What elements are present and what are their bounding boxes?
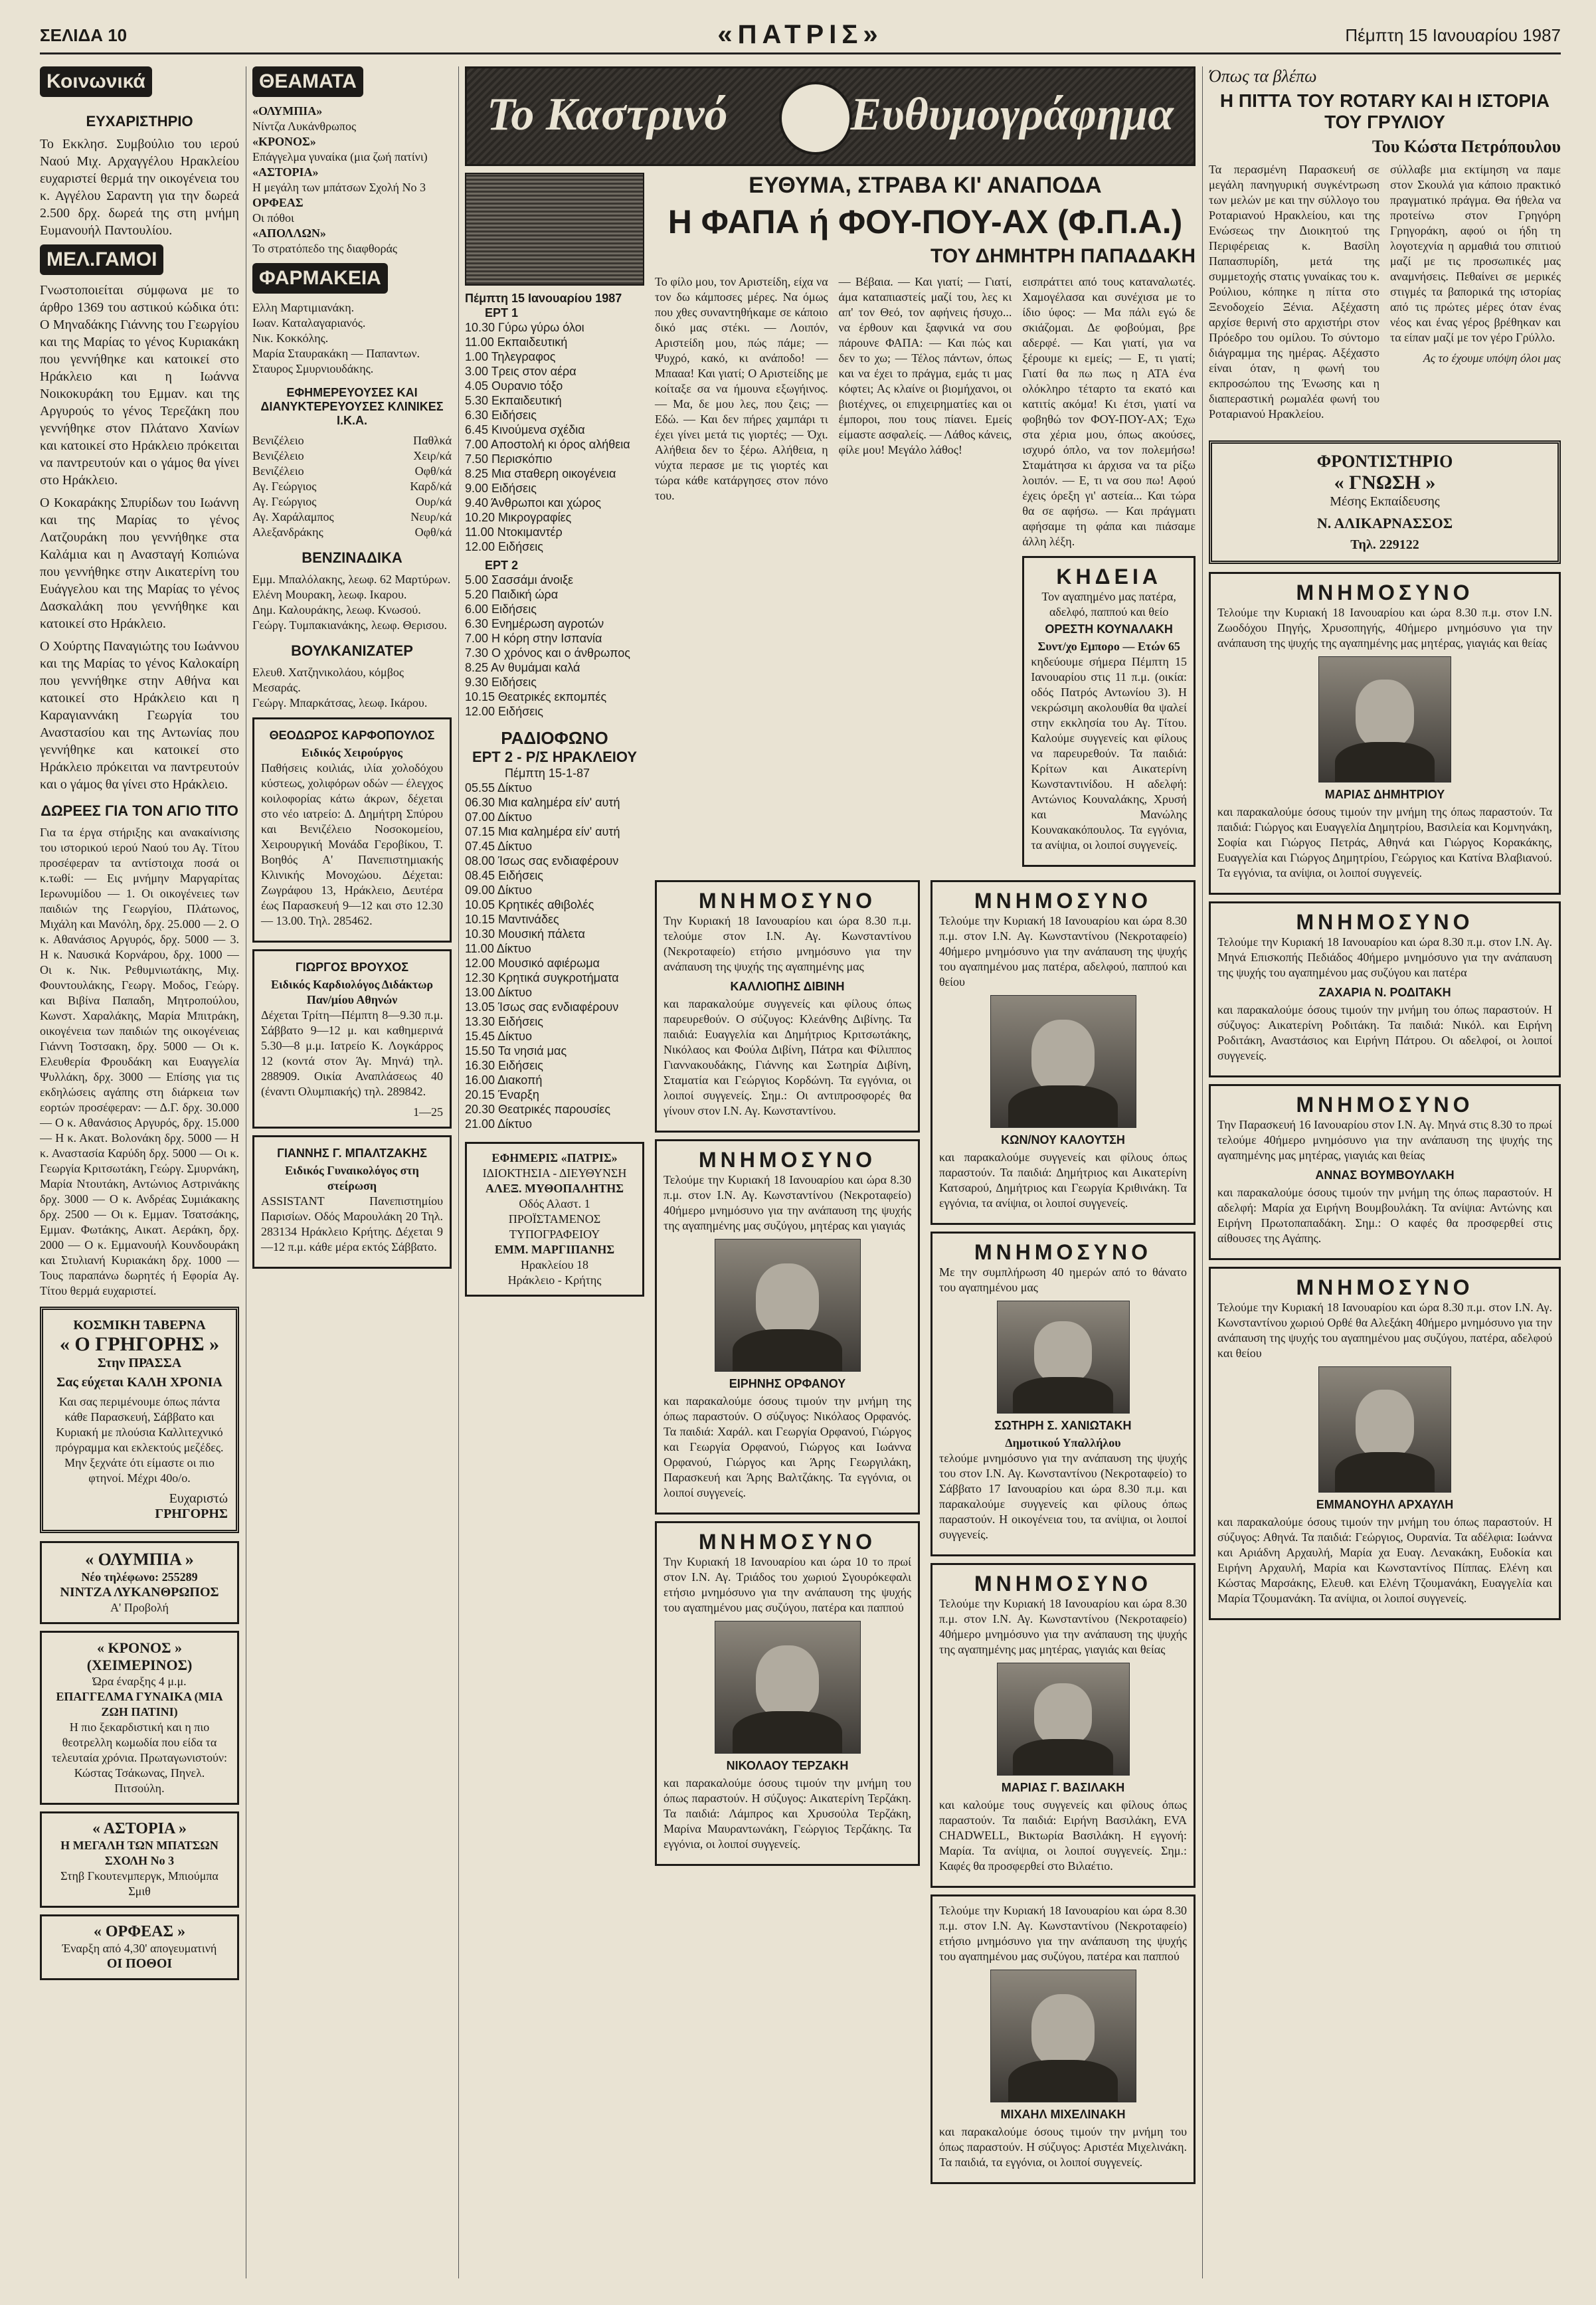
doctor-ad xyxy=(252,717,452,943)
doctor-specialty: Ειδικός Γυναικολόγος στη στείρωση xyxy=(285,1164,419,1192)
memorial-role: Δημοτικού Υπαλλήλου xyxy=(1005,1436,1121,1449)
opinion-kicker: Όπως τα βλέπω xyxy=(1209,66,1317,86)
doctor-text: Παθήσεις κοιλιάς, ιλία χολοδόχου κύστεως, χολιφόρων οδών — έλεγχος κοιλοφορίας κάτω άκρων, δέχεται στο νέο ιατρείο: Δ. Δημήτρη Σπύρου και Βενιζέλειο Νοσοκομείου, Χειρουργική Μονάδα Γεροβίκου, Τ. Βοηθός Α' Πανεπιστημιακής Κλινικής Μονοχώου. Δέχεται: Ζωγράφου 13, Ηράκλειο, Δευτέρα έως Παρασκευή 9—12 και στο 12.30 — 13.00. Τηλ. 285462. xyxy=(261,761,443,927)
doctor-name: ΓΙΑΝΝΗΣ Γ. ΜΠΑΛΤΖΑΚΗΣ xyxy=(277,1147,427,1160)
marriage-notice: Γνωστοποιείται σύμφωνα με το άρθρο 1369 του αστικού κώδικα ότι: Ο Μηναδάκης Γιάννης του Γεωργίου και της Μαρίας το γένος Κυριακάκη που γεννήθηκε και κατοικεί στο Ηράκλειο και η Ιωάννα Νοικοκυράκη του Εμμαν. και της Αργυρούς το γένος Τερεζάκη που γεννήθηκε στον Πλάτανο Χανίων και κατοικεί στο Ηράκλειο πρόκειται να παντρευτούν και ο γάμος θα γίνει στο Ηράκλειο. xyxy=(40,283,239,488)
cinema-listing-name: «ΑΠΟΛΛΩΝ» xyxy=(252,227,326,240)
donations-text: Για τα έργα στήριξης και ανακαίνισης του ιστορικού ιερού Ναού του Αγ. Τίτου προσέφεραν τα αντίστοιχα ποσά οι κ.τωθί: — Εις μνήμην Μαργαρίτας Ιερωνυμίδου — 1. Οι οικογένειες των παιδιών της Γεωργίου, Πλάτωνος, Μιχάλη και Μανόλη, δρχ. 25.000 — 2. Ο κ. Αθανάσιος Αργυρός, δρχ. 5000 — 3. Η κ. Ναυσικά Κορνάρου, δρχ. 1000 — Οι κ. Νικ. Ρεθυμνιωτάκης, Μιχ. Φουντουλάκης, Γεωργ. Μοδος, Γεώργ. και Βιβίνα Παπαδη, Μητροπούλου, Κωνστ. Χαραλάκης, Μαρία Μπιτράκη, οικογένεια των παιδιών της οικογένειας Γιάννη Τοστσακη, δρχ. 5000 — Οι κ. Ελευθερία Φρουδάκη και Ευαγγελία Ψυλλάκη, δρχ. 3000 — Επίσης για τις εκδηλώσεις αγάπης στη διάρκεια των εορτών προσέφεραν: — Δ.Γ. δρχ. 30.000 — Ο κ. Αθανάσιος Αργυρός, δρχ. 15.000 — Η κ. Ακατ. Βολονάκη δρχ. 5000 — Η κ. Αναστασία Καρύδη δρχ. 5000 — Οι κ. Γεωργία Κριτσωτάκη, Γεώργ. Σμυρνάκη, Μαρία Ντουτάκη, Αντώνιος Αστρινάκης δρχ. 3000 — Ο κ. Ανδρέας Συμιάκακης δρχ. 2500 — Οι κ. Εμμαν. Τσατσάκης, Εμμαν. Φωτάκης, Αικατ. Αεράκη, δρχ. 2000 — Ο κ. Εμμανουήλ Κουνδουράκη και Στυλιανή Κυριακάκη δρχ. 1000 — Τους παραπάνω δωρητές ή Εφορία Αγ. Τίτου θερμά ευχαριστεί. xyxy=(40,826,239,1297)
radio-program: 08.45 Ειδήσεις xyxy=(465,869,543,882)
tv-ert1: ΕΡΤ 1 xyxy=(485,306,519,320)
tv-program: 8.25 Αν θυμάμαι καλά xyxy=(465,661,580,674)
feature-banner xyxy=(465,66,1196,166)
memorial-after: και παρακαλούμε όσους τιμούν την μνήμη της όπως παραστούν. Η αδελφή: Μαρία χα Ειρήνη Βουμβουλάκη. Τα ανίψια: Αντώνης και Ειρήνη Πρωτοπαπαδάκη. Σημ.: Ο καφές θα προσφερθεί στις αίθουσες της Αγάπης. xyxy=(1217,1186,1552,1245)
memorial-notice xyxy=(931,1232,1196,1556)
funeral-notice xyxy=(1022,556,1196,867)
clinics-title: ΕΦΗΜΕΡΕΥΟΥΣΕΣ ΚΑΙ ΔΙΑΝΥΚΤΕΡΕΥΟΥΣΕΣ ΚΛΙΝΙΚΕΣ Ι.Κ.Α. xyxy=(260,386,444,427)
taverna-owner: ΓΡΗΓΟΡΗΣ xyxy=(155,1507,228,1521)
vulcanizer-item: Γεώργ. Μπαρκάτσας, λεωφ. Ικάρου. xyxy=(252,696,428,709)
vulcanizer-item: Ελευθ. Χατζηνικολάου, κόμβος Μεσαράς. xyxy=(252,666,404,694)
memorial-name: ΚΩΝ/ΝΟΥ ΚΑΛΟΥΤΣΗ xyxy=(1001,1133,1125,1147)
portrait-face xyxy=(1034,1321,1092,1382)
tv-program: 5.20 Παιδική ώρα xyxy=(465,588,559,601)
cinema-listing-name: ΟΡΦΕΑΣ xyxy=(252,196,304,209)
memorial-after: και παρακαλούμε όσους τιμούν την μνήμη της όπως παραστούν. Τα παιδιά: Γιώργος και Ευαγγελία Δημητρίου, Βασιλεία και Κομνηνάκη, Σοφία και Γιώργος Πετράς, Αθηνά και Γιώργος Κορακάκης, Ευαγγελία και Γιώργος Δημητρίου, Γεώργιος και Κατίνα Βλαβιανού. Τα εγγόνια, τα ανίψια, οι λοιποί συγγενείς. xyxy=(1217,805,1552,879)
radio-program: 05.55 Δίκτυο xyxy=(465,781,533,794)
column-listings xyxy=(252,66,452,2278)
tutoring-ad xyxy=(1209,440,1561,564)
clinic-row xyxy=(252,494,452,509)
memorial-title: ΜΝΗΜΟΣΥΝΟ xyxy=(974,1572,1152,1596)
memorial-notice xyxy=(655,1139,920,1515)
running-header xyxy=(40,20,1561,54)
taverna-place: Στην ΠΡΑΣΣΑ xyxy=(97,1356,182,1370)
radio-program: 20.30 Θεατρικές παρουσίες xyxy=(465,1103,610,1116)
tv-program: 12.00 Ειδήσεις xyxy=(465,705,543,718)
memorial-name: ΕΙΡΗΝΗΣ ΟΡΦΑΝΟΥ xyxy=(729,1377,846,1390)
portrait-face xyxy=(1031,1020,1095,1092)
column-social xyxy=(40,66,239,2278)
imprint-title: ΕΦΗΜΕΡΙΣ «ΠΑΤΡΙΣ» xyxy=(491,1151,618,1164)
tv-program: 9.00 Ειδήσεις xyxy=(465,482,537,495)
cinema-name: « ΟΛΥΜΠΙΑ » xyxy=(85,1550,194,1569)
opinion-text: Τα περασμένη Παρασκευή σε μεγάλη πανηγυρική συγκέντρωση των μελών με και την σύλλογο του Ροταριανού Ηρακλείου, και της Ενώσεως την Διοικητού της Περιφέρειας κ. Βασίλη Παπασπυρίδη, μετά της συμμετοχής στατις γυναίκας του κ. Ρούλιου, κόπηκε η πίττα στο Ξενοδοχείο Ξένια. Αξέχαστη αρχίσε θερινή στο αρχιστήρι στον Πρόεδρο του ομίλου. Το σύντομο διάγραμμα της ημέρας. Αξέχαστο είναι όταν, η φωνή του εκπροσώπου της Ένωσης και η διαπεραστική ρωμαλέα φωνή του Ροταριανού Ηρακλείου. xyxy=(1209,163,1379,420)
memorial-notice xyxy=(931,1563,1196,1888)
section-heading-gamoi: ΜΕΛ.ΓΑΜΟΙ xyxy=(40,244,163,275)
fuel-station: Γεώργ. Τυμπακιανάκης, λεωφ. Θερισου. xyxy=(252,618,448,632)
cinema-phone: Ώρα έναρξης 4 μ.μ. xyxy=(92,1675,187,1688)
pharmacy-item: Ιωαν. Καταλαγαριανός. xyxy=(252,316,366,329)
tv-program: 10.15 Θεατρικές εκπομπές xyxy=(465,690,607,703)
cinema-film: ΟΙ ΠΟΘΟΙ xyxy=(106,1956,173,1971)
banner-logo-icon xyxy=(779,82,852,155)
memorial-title: ΜΝΗΜΟΣΥΝΟ xyxy=(1296,910,1474,934)
memorial-after: και παρακαλούμε όσους τιμούν την μνήμη του όπως παραστούν. Η σύζυγος: Αθηνά. Τα παιδιά: Γεώργιος, Ουρανία. Τα αδέλφια: Ιωάννα και Αριάδνη Αρχαυλή, Μαρία χα Ευαγ. Λενακάκη, Ευδοκία και Ειρήνη Αρχαυλή, Μαρία και Κωνσταντίνος Πίππας. Ελένη και Κώστας Μαρσάκης, Ελευθ. και Ελένη Τζουμανάκη, Ευαγγελία και Μαρία Τζουμανάκη. Τα ανίψια, οι λοιποί συγγενείς. xyxy=(1217,1515,1552,1605)
memorial-grid xyxy=(655,874,1196,2191)
tutoring-phone: Τηλ. 229122 xyxy=(1350,537,1419,552)
opinion-title: Η ΠΙΤΤΑ ΤΟΥ ROTARY ΚΑΙ Η ΙΣΤΟΡΙΑ ΤΟΥ ΓΡΥΛΙΟΥ xyxy=(1219,90,1550,132)
doctor-ad xyxy=(252,949,452,1129)
radio-program: 13.30 Ειδήσεις xyxy=(465,1015,543,1028)
opinion-sign: Ας το έχουμε υπόψη όλοι μας xyxy=(1423,351,1561,365)
fuel-station: Δημ. Καλουράκης, λεωφ. Κνωσού. xyxy=(252,603,421,616)
memorial-name: ΣΩΤΗΡΗ Σ. ΧΑΝΙΩΤΑΚΗ xyxy=(994,1419,1132,1432)
radio-program: 08.00 Ίσως σας ενδιαφέρουν xyxy=(465,854,619,868)
memorial-title: ΜΝΗΜΟΣΥΝΟ xyxy=(1296,581,1474,604)
radio-program: 09.00 Δίκτυο xyxy=(465,883,533,897)
radio-program: 15.45 Δίκτυο xyxy=(465,1030,533,1043)
tv-program: 7.50 Περισκόπιο xyxy=(465,452,553,466)
tv-program: 3.00 Τρεις στον αέρα xyxy=(465,365,576,378)
radio-program: 13.05 Ίσως σας ενδιαφέρουν xyxy=(465,1000,619,1014)
memorial-text: Τελούμε την Κυριακή 18 Ιανουαρίου και ώρα 8.30 π.μ. στον Ι.Ν. Αγ. Κωνσταντίνου (Νεκροταφείο) 40ήμερο μνημόσυνο για την ανάπαυση της ψυχής της αγαπημένης μας μητέρας, γιαγιάς και θείας xyxy=(939,1597,1187,1656)
pharmacy-item: Ελλη Μαρτιμιανάκη. xyxy=(252,301,355,314)
taverna-name: « Ο ΓΡΗΓΟΡΗΣ » xyxy=(59,1333,220,1355)
vulcanizer-title: ΒΟΥΛΚΑΝΙΖΑΤΕΡ xyxy=(291,642,413,659)
tv-program: 12.00 Ειδήσεις xyxy=(465,540,543,553)
clinic-name: Αγ. Γεώργιος xyxy=(252,495,317,508)
clinic-specialty: Χειρ/κά xyxy=(413,449,452,462)
section-heading-theamata: ΘΕΑΜΑΤΑ xyxy=(252,66,363,97)
radio-date: Πέμπτη 15-1-87 xyxy=(505,767,590,780)
tv-program: 5.30 Εκπαιδευτική xyxy=(465,394,562,407)
story-subhead: ΕΥΘΥΜΑ, ΣΤΡΑΒΑ ΚΙ' ΑΝΑΠΟΔΑ xyxy=(749,173,1102,198)
clinic-row xyxy=(252,433,452,448)
clinic-row xyxy=(252,479,452,494)
portrait-body xyxy=(733,1329,843,1372)
portrait-photo xyxy=(997,1301,1130,1414)
portrait-photo xyxy=(715,1621,861,1754)
memorial-notice xyxy=(655,880,920,1133)
story-text: — Βέβαια. — Και γιατί; — Γιατί, άμα καταπιαστείς μαζί του, λες κι απ' τον Θεό, τον αφήνεις ήσυχο... να έρθουν και ξαφνικά να σου πάρουνε ΦΑΠΑ: — Και πώς και δεν το χω; — Τέλος πάντων, όπως και να έχει το πράγμα, εμάς τι μας κόφτει; Ας κλαίνε οι βιομήχανοι, οι βιοτέχνες, οι επιχειρηματίες και οι έμποροι, που τους πίανει. Εμείς είμαστε ασφαλείς. — Λάθος κάνεις, φίλε μου! Μεγάλο λάθος! xyxy=(838,275,1012,456)
memorial-title: ΜΝΗΜΟΣΥΝΟ xyxy=(699,1530,876,1554)
portrait-photo xyxy=(990,1970,1136,2102)
cinema-ad-olympia xyxy=(40,1541,239,1624)
pharmacy-item: Μαρία Σταυρακάκη — Παπαντων. Σταυρος Σμυρνιουδάκης. xyxy=(252,347,420,375)
clinic-name: Αγ. Χαράλαμπος xyxy=(252,510,334,523)
tv-illustration xyxy=(465,173,644,286)
column-rule xyxy=(458,66,459,2278)
doctor-text: Δέχεται Τρίτη—Πέμπτη 8—9.30 π.μ. Σάββατο 9—12 μ. και καθημερινά 5.30—8 μ.μ. Ιατρείο Κ. Λογκάρρος 12 (κοντά στον Άγ. Μηνά) τηλ. 288909. Οικία Αναπλάσεως 40 (έναντι Ολυμπιακής) τηλ. 289842. xyxy=(261,1008,443,1098)
taverna-wish: Σας εύχεται ΚΑΛΗ ΧΡΟΝΙΑ xyxy=(56,1375,222,1390)
radio-program: 07.15 Μια καλημέρα είν' αυτή xyxy=(465,825,620,838)
fuel-station: Εμμ. Μπαλόλακης, λεωφ. 62 Μαρτύρων. xyxy=(252,573,451,586)
imprint-line: ΕΜΜ. ΜΑΡΓΙΠΑΝΗΣ xyxy=(494,1243,615,1256)
memorial-notice xyxy=(1209,1267,1561,1620)
memorial-after: και παρακαλούμε όσους τιμούν την μνήμη του όπως παραστούν. Η σύζυγος: Αριστέα Μιχελινάκη. Τα παιδιά, τα εγγόνια, οι λοιποί συγγενείς. xyxy=(939,2125,1187,2169)
fuel-list xyxy=(252,572,452,633)
clinic-name: Αγ. Γεώργιος xyxy=(252,480,317,493)
imprint-line: Οδός Αλαστ. 1 xyxy=(519,1197,590,1210)
portrait-photo xyxy=(997,1663,1130,1776)
tv-ert2: ΕΡΤ 2 xyxy=(485,559,519,572)
tv-program: 11.00 Εκπαιδευτική xyxy=(465,335,568,349)
cinema-listing-film: Η μεγάλη των μπάτσων Σχολή No 3 xyxy=(252,181,426,194)
funeral-text: κηδεύουμε σήμερα Πέμπτη 15 Ιανουαρίου στις 11 π.μ. (οικία: οδός Πατρός Αντωνίου 3). Η νεκρώσιμη ακολουθία θα ψαλεί στην εκκλησία του Αγ. Τίτου. Καλούμε συγγενείς και φίλους να παρευρεθούν. Τα παιδιά: Κρίτων και Αικατερίνη Κωνσταντινίδου. Η αδελφή: Αντώνιος Κουναλάκης, Χρυσή και Μανώλης Κουνακακόπουλος. Τα εγγόνια, τα ανίψια, οι λοιποί συγγενείς. xyxy=(1031,655,1188,852)
clinic-specialty: Οφθ/κά xyxy=(414,464,452,478)
cinema-listing-name: «ΚΡΟΝΟΣ» xyxy=(252,135,316,148)
vulcanizer-list xyxy=(252,665,452,711)
memorial-title: ΜΝΗΜΟΣΥΝΟ xyxy=(974,889,1152,913)
radio-program: 16.30 Ειδήσεις xyxy=(465,1059,543,1072)
memorial-title: ΜΝΗΜΟΣΥΝΟ xyxy=(699,889,876,913)
column-opinion xyxy=(1209,66,1561,2278)
cinema-listing-film: Νίντζα Λυκάνθρωπος xyxy=(252,120,357,133)
radio-list xyxy=(465,781,644,1131)
cinema-film: Η ΜΕΓΑΛΗ ΤΩΝ ΜΠΑΤΣΩΝ ΣΧΟΛΗ No 3 xyxy=(60,1839,219,1867)
doctor-specialty: Ειδικός Καρδιολόγος Διδάκτωρ Παν/μίου Αθηνών xyxy=(270,978,434,1006)
cinema-ad-astoria xyxy=(40,1811,239,1908)
taverna-sign: Ευχαριστώ xyxy=(169,1491,228,1506)
tv-program: 6.30 Ενημέρωση αγροτών xyxy=(465,617,604,630)
radio-title: ΡΑΔΙΟΦΩΝΟ xyxy=(501,728,608,748)
doctor-text: ASSISTANT Πανεπιστημίου Παρισίων. Οδός Μαρουλάκη 20 Τηλ. 283134 Ηράκλειο Κρήτης. Δέχεται 9—12 π.μ. κάθε μέρα εκτός Σάββατο. xyxy=(261,1194,443,1253)
cinema-name: « ΑΣΤΟΡΙΑ » xyxy=(92,1820,187,1837)
funeral-role: Συντ/χο Εμπορο — Ετών 65 xyxy=(1037,640,1180,653)
doctor-ad xyxy=(252,1135,452,1269)
radio-program: 13.00 Δίκτυο xyxy=(465,986,533,999)
memorial-after: και παρακαλούμε όσους τιμούν την μνήμη του όπως παραστούν. Η σύζυγος: Αικατερίνη Τερζάκη. Τα παιδιά: Λάμπρος και Χρυσούλα Τερζάκη, Μαρίνα Μαυραντωνάκη, Γεώργιος Τερζάκης. Τα εγγόνια, οι λοιποί συγγενείς. xyxy=(664,1776,911,1851)
tutoring-name: « ΓΝΩΣΗ » xyxy=(1334,472,1436,494)
page-number: ΣΕΛΙΔΑ 10 xyxy=(40,25,128,45)
masthead-title: «ΠΑΤΡΙΣ» xyxy=(717,20,883,49)
clinic-row xyxy=(252,464,452,479)
cinema-listings xyxy=(252,104,452,256)
column-rule xyxy=(1202,66,1203,2278)
story-text: Το φίλο μου, τον Αριστείδη, είχα να τον δω κάμποσες μέρες. Να όμως που χθες συναντηθήκαμε σε κάποιο δικό μας στέκι. — Λοιπόν, Αριστείδη μου, πώς πάμε; — Ψυχρό, κακό, κι ανάποδο! — Μπααα! Και γιατί; Ο Αριστείδης με κοίταξε σα να ήμουνα εξωγήινος. — Μα, δε μου λες, που ζεις; — Εδώ. — Και δεν πήρες χαμπάρι τι έχει γίνει μετά τις γιορτές; — Όχι. Αλήθεια δεν το ξέρω. Αλήθεια, η νύχτα περασε με τις γιορτές και τώρα κάθε κατάργησες στον πόνο του. xyxy=(655,275,828,502)
portrait-face xyxy=(1356,1390,1413,1458)
opinion-text: σύλλαβε μια εκτίμηση να παμε στον Σκουλά για κάποιο πρακτικό πραγματικό πράγμα. Θα ήθελα να προτείνω στον Γρηγόρη Γρηγοράκη, αφού οι ήδη τη λογοτεχνία η αρμαθιά του σπιτιού μαζί με τις προσωπικές μας αναμνήσεις. Πεθαίνει σε μερικές στιγμές τα βαπορικά της ιστορίας από τις πρώτες μέρες όταν ένας νέος και ένας γέρος βρέθηκαν και τα είπαν μαζί με τον γέρο Γρύλλο. xyxy=(1390,163,1561,344)
memorial-notice xyxy=(931,880,1196,1225)
memorial-text: Τελούμε την Κυριακή 18 Ιανουαρίου και ώρα 8.30 π.μ. στον Ι.Ν. Ζωοδόχου Πηγής, Χρυσοπηγής, 40ήμερο μνημόσυνο για την ανάπαυση της ψυχής της αγαπημένης μας μητέρας, γιαγιάς και θείας xyxy=(1217,606,1552,650)
section-heading-koinonika: Κοινωνικά xyxy=(40,66,152,97)
clinic-specialty: Οφθ/κά xyxy=(414,525,452,539)
memorial-after: και παρακαλούμε συγγενείς και φίλους όπως παραστούν. Τα παιδιά: Δημήτριος και Αικατερίνη Κατσαρού, Δημήτριος και Γεωργία Κριθινάκη. Τα εγγόνια, τα ανίψια, οι λοιποί συγγενείς. xyxy=(939,1151,1187,1210)
cinema-cast: Στηβ Γκουτενμπεργκ, Μπιούμπα Σμιθ xyxy=(60,1869,219,1898)
ert1-list xyxy=(465,320,644,554)
radio-program: 07.00 Δίκτυο xyxy=(465,810,533,824)
funeral-name: ΟΡΕΣΤΗ ΚΟΥΝΑΛΑΚΗ xyxy=(1045,622,1173,636)
memorial-text: Τελούμε την Κυριακή 18 Ιανουαρίου και ώρα 8.30 π.μ. στον Ι.Ν. Αγ. Μηνά Επισκοπής Πεδιάδος 40ήμερο μνημόσυνο για την ανάπαυση της ψυχής του αγαπημένου μας συζύγου και πατέρα xyxy=(1217,935,1552,979)
pharmacy-item: Νικ. Κοκκόλης. xyxy=(252,331,329,345)
memorial-text: Την Παρασκευή 16 Ιανουαρίου στον Ι.Ν. Αγ. Μηνά στις 8.30 το πρωί τελούμε 40ήμερο μνημόσυνο για την ανάπαυση της ψυχής της αγαπημένης μας μητέρας, γιαγιάς και θείας xyxy=(1217,1118,1552,1162)
portrait-body xyxy=(1008,2060,1118,2102)
radio-program: 16.00 Διακοπή xyxy=(465,1073,543,1087)
imprint-line: Ηρακλείου 18 xyxy=(520,1258,589,1271)
portrait-face xyxy=(1356,680,1413,748)
radio-program: 10.15 Μαντινάδες xyxy=(465,913,559,926)
clinic-name: Αλεξανδράκης xyxy=(252,525,323,539)
memorial-name: ΕΜΜΑΝΟΥΗΛ ΑΡΧΑΥΛΗ xyxy=(1316,1498,1454,1511)
portrait-body xyxy=(1008,1085,1118,1128)
memorial-after: τελούμε μνημόσυνο για την ανάπαυση της ψυχής του στον Ι.Ν. Αγ. Κωνσταντίνου (Νεκροταφείο) το Σάββατο 17 Ιανουαρίου και ώρα 8.30 π.μ. και παρακαλούμε συγγενείς και φίλους όπως παραστούν. Η οικογένεια του, τα ανίψια, οι λοιποί συγγενείς. xyxy=(939,1451,1187,1541)
ert2-list xyxy=(465,573,644,719)
clinic-row xyxy=(252,525,452,540)
banner-text-right: Ευθυμογράφημα xyxy=(850,89,1174,140)
clinic-name: Βενιζέλειο xyxy=(252,449,304,462)
opinion-columns xyxy=(1209,162,1561,427)
marriage-notice: Ο Κοκαράκης Σπυρίδων του Ιωάννη και της Μαρίας το γένος Λατζουράκη που γεννήθηκε στα Καλάμια και η Ανασταγή Κοπιώνα που γεννήθηκε στην Αικατερίνη του Ευάγγελου και της Μαρίας το γένος Δασκαλάκη που γεννήθηκε και κατοικεί στο Ηράκλειο. xyxy=(40,496,239,631)
portrait-body xyxy=(733,1711,843,1754)
taverna-ad xyxy=(40,1307,239,1533)
memorial-title: ΜΝΗΜΟΣΥΝΟ xyxy=(974,1240,1152,1264)
story-headline: Η ΦΑΠΑ ή ΦΟΥ-ΠΟΥ-ΑΧ (Φ.Π.Α.) xyxy=(667,203,1183,240)
taverna-type: ΚΟΣΜΙΚΗ ΤΑΒΕΡΝΑ xyxy=(73,1318,206,1333)
memorial-notice xyxy=(931,1894,1196,2184)
cinema-phone: Νέο τηλέφωνο: 255289 xyxy=(81,1570,198,1584)
portrait-photo xyxy=(715,1239,861,1372)
cinema-ad-orfeas xyxy=(40,1914,239,1980)
fuel-station: Ελένη Μουρακη, λεωφ. Ικαρου. xyxy=(252,588,407,601)
tutoring-title: ΦΡΟΝΤΙΣΤΗΡΙΟ xyxy=(1316,452,1453,471)
memorial-name: ΝΙΚΟΛΑΟΥ ΤΕΡΖΑΚΗ xyxy=(726,1759,849,1772)
tv-program: 6.45 Κινούμενα σχέδια xyxy=(465,423,585,436)
clinic-specialty: Ουρ/κά xyxy=(415,495,452,508)
radio-program: 15.50 Τα νησιά μας xyxy=(465,1044,567,1058)
portrait-photo xyxy=(1318,656,1451,783)
radio-program: 12.00 Μουσικό αφιέρωμα xyxy=(465,957,600,970)
portrait-face xyxy=(756,1263,820,1336)
radio-program: 12.30 Κρητικά συγκροτήματα xyxy=(465,971,619,984)
tutoring-owner: Ν. ΑΛΙΚΑΡΝΑΣΣΟΣ xyxy=(1316,515,1453,531)
cinema-listing-name: «ΑΣΤΟΡΙΑ» xyxy=(252,165,319,179)
tv-program: 9.30 Ειδήσεις xyxy=(465,676,537,689)
tv-program: 11.00 Ντοκιμαντέρ xyxy=(465,525,563,539)
memorial-text: Την Κυριακή 18 Ιανουαρίου και ώρα 8.30 π.μ. τελούμε στον Ι.Ν. Αγ. Κωνσταντίνου (Νεκροταφείο) ετήσιο μνημόσυνο για την ανάπαυση της ψυχής της αγαπημένης μας xyxy=(664,914,911,973)
portrait-body xyxy=(1013,1377,1112,1414)
memorial-after: και παρακαλούμε όσους τιμούν την μνήμη του όπως παραστούν. Η σύζυγος: Αικατερίνη Ροδιτάκη. Τα παιδιά: Νικόλ. και Ειρήνη Ροδιτάκη, Αναστάσιος και Ειρήνη Πάτρου. Οι αδελφοί, οι λοιποί συγγενείς. xyxy=(1217,1003,1552,1062)
newspaper-page xyxy=(40,20,1561,2285)
memorial-notice xyxy=(1209,901,1561,1077)
tv-program: 5.00 Σασσάμι άνοιξε xyxy=(465,573,574,587)
tv-program: 8.25 Μια σταθερη οικογένεια xyxy=(465,467,616,480)
column-main xyxy=(465,66,1196,2278)
tv-program: 7.00 Η κόρη στην Ισπανία xyxy=(465,632,602,645)
memorial-name: ΜΑΡΙΑΣ ΔΗΜΗΤΡΙΟΥ xyxy=(1324,788,1445,801)
tv-program: 6.30 Ειδήσεις xyxy=(465,409,537,422)
imprint xyxy=(465,1142,644,1297)
donations-title: ΔΩΡΕΕΣ ΓΙΑ ΤΟΝ ΑΓΙΟ ΤΙΤΟ xyxy=(41,802,238,819)
memorial-title: ΜΝΗΜΟΣΥΝΟ xyxy=(1296,1093,1474,1117)
memorial-text: Τελούμε την Κυριακή 18 Ιανουαρίου και ώρα 8.30 π.μ. στον Ι.Ν. Αγ. Κωνσταντίνου (Νεκροταφείο) ετήσιο μνημόσυνο για την ανάπαυση της ψυχής του αγαπημένου μας συζύγου, πατέρα και παππού xyxy=(939,1904,1187,1963)
memorial-text: Τελούμε την Κυριακή 18 Ιανουαρίου και ώρα 8.30 π.μ. στον Ι.Ν. Αγ. Κωνσταντίνου χωριού Ορθέ θα Αλεξάκη 40ήμερο μνημόσυνο για την ανάπαυση της ψυχής του αγαπημένου μας συζύγου, πατέρα, αδελφού και θείου xyxy=(1217,1301,1552,1360)
cinema-time: Έναρξη από 4,30' απογευματινή xyxy=(62,1942,217,1955)
cinema-listing-film: Επάγγελμα γυναίκα (μια ζωή πατίνι) xyxy=(252,150,428,163)
portrait-body xyxy=(1335,742,1435,783)
opinion-byline: Του Κώστα Πετρόπουλου xyxy=(1372,137,1561,156)
section-heading-farmakeia: ΦΑΡΜΑΚΕΙΑ xyxy=(252,263,388,294)
clinics-list xyxy=(252,433,452,540)
clinic-specialty: Παθλκά xyxy=(413,434,452,447)
story-byline: ΤΟΥ ΔΗΜΗΤΡΗ ΠΑΠΑΔΑΚΗ xyxy=(931,245,1196,267)
clinic-specialty: Καρδ/κά xyxy=(410,480,452,493)
thanks-title: ΕΥΧΑΡΙΣΤΗΡΙΟ xyxy=(86,113,193,130)
imprint-line: Ηράκλειο - Κρήτης xyxy=(507,1273,602,1287)
imprint-line: ΙΔΙΟΚΤΗΣΙΑ - ΔΙΕΥΘΥΝΣΗ xyxy=(482,1166,627,1180)
radio-program: 06.30 Μια καλημέρα είν' αυτή xyxy=(465,796,620,809)
clinic-name: Βενιζέλειο xyxy=(252,464,304,478)
memorial-name: ΜΑΡΙΑΣ Γ. ΒΑΣΙΛΑΚΗ xyxy=(1001,1781,1125,1794)
radio-program: 21.00 Δίκτυο xyxy=(465,1117,533,1131)
tv-program: 10.30 Γύρω γύρω όλοι xyxy=(465,321,584,334)
tv-program: 1.00 Τηλεγραφος xyxy=(465,350,556,363)
portrait-body xyxy=(1013,1739,1112,1776)
fuel-title: ΒΕΝΖΙΝΑΔΙΚΑ xyxy=(302,549,402,566)
story-columns xyxy=(655,274,1196,874)
radio-program: 20.15 Έναρξη xyxy=(465,1088,539,1101)
clinic-name: Βενιζέλειο xyxy=(252,434,304,447)
memorial-name: ΚΑΛΛΙΟΠΗΣ ΔΙΒΙΝΗ xyxy=(730,980,845,993)
doctor-specialty: Ειδικός Χειρούργος xyxy=(302,746,402,759)
radio-program: 10.30 Μουσική πάλετα xyxy=(465,927,585,941)
radio-program: 11.00 Δίκτυο xyxy=(465,942,531,955)
clinic-row xyxy=(252,509,452,525)
funeral-title: ΚΗΔΕΙΑ xyxy=(1056,565,1162,589)
memorial-title: ΜΝΗΜΟΣΥΝΟ xyxy=(1296,1275,1474,1299)
clinic-row xyxy=(252,448,452,464)
memorial-title: ΜΝΗΜΟΣΥΝΟ xyxy=(699,1148,876,1172)
portrait-face xyxy=(756,1645,820,1718)
memorial-name: ΖΑΧΑΡΙΑ Ν. ΡΟΔΙΤΑΚΗ xyxy=(1318,986,1451,999)
portrait-face xyxy=(1031,1994,1095,2067)
taverna-text: Και σας περιμένουμε όπως πάντα κάθε Παρασκευή, Σάββατο και Κυριακή με πλούσια Καλλιτεχνικό πρόγραμμα και εκλεκτούς μεζέδες. Μην ξεχνάτε ότι είμαστε οι πιο φτηνοί. Μέχρι 40ο/ο. xyxy=(55,1395,224,1485)
portrait-face xyxy=(1034,1683,1092,1744)
thanks-text: Το Εκκλησ. Συμβούλιο του ιερού Ναού Μιχ. Αρχαγγέλου Ηρακλείου ευχαριστεί θερμά την οικογένεια του κ. Αγγέλου Σαραντη για την δωρεά 2.500 δρχ. δωρεά της στη μνήμη Ευμανουήλ Παντουλίου. xyxy=(40,137,239,238)
tv-program: 9.40 Άνθρωποι και χώρος xyxy=(465,496,602,509)
tv-program: 7.30 Ο χρόνος και ο άνθρωπος xyxy=(465,646,630,660)
memorial-after: και παρακαλούμε συγγενείς και φίλους όπως παρευρεθούν. Ο σύζυγος: Κλεάνθης Διβίνης. Τα παιδιά: Ευαγγελία και Δημήτριος Κριτσωτάκης, Νικόλαος και Φούλα Διβίνη, Πάτρα και Φίλιππος Γιαννακουδάκης, Γιάννης και Σωτηρία Διβίνη, Σταματία και Γεώργιος Κορδώνη. Τα εγγόνια, οι λοιποί συγγενείς. Σημ.: Οι αντιπροσφορές θα γίνουν στον Ι.Ν. Αγ. Κωνσταντίνου. xyxy=(664,997,911,1117)
cinema-listing-name: «ΟΛΥΜΠΙΑ» xyxy=(252,104,323,118)
story-text: εισπράττει από τους καταναλωτές. Χαμογέλασα και συνέχισα με το ίδιο ύφος: — Μα πάλι εγώ δε σκιάζομαι. Δε φοβούμαι, βρε αδερφέ. — Και γιατί, για να ξέρουμε κι εμείς; — Ε, τι γιατί; Γιατί θα πω πως η ΑΤΑ ένα ολόκληρο τέταρτο τα εκατό και κατιτίς ακόμα! Κι έτσι, γιατί να φοβηθώ τον ΦΟΥ-ΠΟΥ-ΑΧ; Έχω στα χέρια μου, όπως ακούσες, ισχυρό όπλο, να τον πολεμήσω! Σταμάτησα κι άρχισα να τα ρίξω λοιπόν. — Ε, τι να σου πω! Αφού έχεις όρεξη γι' αστεία... Και τώρα θα σε αφήσω. — Και πράγματι αφήσαμε τη φάπα και πιάσαμε άλλη λέξη. xyxy=(1022,275,1196,548)
tv-date: Πέμπτη 15 Ιανουαρίου 1987 xyxy=(465,292,622,305)
issue-date: Πέμπτη 15 Ιανουαρίου 1987 xyxy=(1345,25,1561,45)
memorial-notice xyxy=(1209,1084,1561,1260)
broadcast-schedule xyxy=(465,173,644,2191)
funeral-sub: Τον αγαπημένο μας πατέρα, αδελφό, παππού και θείο xyxy=(1041,590,1176,618)
cinema-film: ΝΙΝΤΖΑ ΛΥΚΑΝΘΡΩΠΟΣ xyxy=(60,1585,219,1600)
doctor-name: ΘΕΟΔΩΡΟΣ ΚΑΡΦΟΠΟΥΛΟΣ xyxy=(269,729,435,742)
portrait-photo xyxy=(1318,1366,1451,1493)
main-content xyxy=(655,173,1196,2191)
memorial-text: Τελούμε την Κυριακή 18 Ιανουαρίου και ώρα 8.30 π.μ. στον Ι.Ν. Αγ. Κωνσταντίνου (Νεκροταφείο) 40ήμερο μνημόσυνο για την ανάπαυση της ψυχής της αγαπημένης μας συζύγου, μητέρας και γιαγιάς xyxy=(664,1173,911,1232)
cinema-listing-film: Οι πόθοι xyxy=(252,211,294,225)
cinema-listing-film: Το στρατόπεδο της διαφθοράς xyxy=(252,242,398,255)
clinic-specialty: Νευρ/κά xyxy=(410,510,452,523)
imprint-line: ΑΛΕΞ. ΜΥΘΟΠΑΛΗΤΗΣ xyxy=(485,1182,624,1195)
memorial-text: Την Κυριακή 18 Ιανουαρίου και ώρα 10 το πρωί στον Ι.Ν. Αγ. Τριάδος του χωριού Σγουρόκεφαλι ετήσιο μνημόσυνο για την ανάπαυση της ψυχής του αγαπημένου μας συζύγου, πατέρα και παππού xyxy=(664,1555,911,1614)
doctor-name: ΓΙΩΡΓΟΣ ΒΡΟΥΧΟΣ xyxy=(295,961,409,974)
memorial-notice xyxy=(655,1521,920,1866)
cinema-name: « ΟΡΦΕΑΣ » xyxy=(93,1923,186,1940)
tv-program: 10.20 Μικρογραφίες xyxy=(465,511,572,524)
memorial-text: Με την συμπλήρωση 40 ημερών από το θάνατο του αγαπημένου μας xyxy=(939,1265,1187,1294)
tv-program: 6.00 Ειδήσεις xyxy=(465,602,537,616)
memorial-name: ΑΝΝΑΣ ΒΟΥΜΒΟΥΛΑΚΗ xyxy=(1315,1168,1455,1182)
memorial-name: ΜΙΧΑΗΛ ΜΙΧΕΛΙΝΑΚΗ xyxy=(1000,2108,1126,2121)
portrait-body xyxy=(1335,1452,1435,1493)
cinema-info: Η πιο ξεκαρδιστική και η πιο θεοτρελλη κωμωδία που είδα τα τελευταία χρόνια. Πρωταγωνιστούν: Κώστας Τσάκωνας, Πηνελ. Πιτσούλη. xyxy=(51,1720,228,1795)
radio-station: ΕΡΤ 2 - Ρ/Σ ΗΡΑΚΛΕΙΟΥ xyxy=(472,749,638,765)
ad-ref: 1—25 xyxy=(413,1105,443,1119)
tutoring-sub: Μέσης Εκπαίδευσης xyxy=(1330,494,1440,509)
memorial-text: Τελούμε την Κυριακή 18 Ιανουαρίου και ώρα 8.30 π.μ. στον Ι.Ν. Αγ. Κωνσταντίνου (Νεκροταφείο) 40ήμερο μνημόσυνο για την ανάπαυση της ψυχής του αγαπημένου μας πατέρα, αδελφού, παππού και θείου xyxy=(939,914,1187,988)
memorial-after: και καλούμε τους συγγενείς και φίλους όπως παραστούν. Τα παιδιά: Ειρήνη Βασιλάκη, EVA CHADWELL, Βικτωρία Βασιλάκη. Η εγγονή: Μαρία. Τα ανίψια, οι λοιποί συγγενείς. Σημ.: Καφές θα προσφερθεί στο Βιλαέτιο. xyxy=(939,1798,1187,1873)
radio-program: 10.05 Κρητικές αθιβολές xyxy=(465,898,594,911)
cinema-ad-kronos xyxy=(40,1631,239,1805)
cinema-name: « ΚΡΟΝΟΣ » (ΧΕΙΜΕΡΙΝΟΣ) xyxy=(86,1639,193,1673)
imprint-line: ΠΡΟΪΣΤΑΜΕΝΟΣ ΤΥΠΟΓΡΑΦΕΙΟΥ xyxy=(508,1212,601,1241)
memorial-notice xyxy=(1209,572,1561,895)
memorial-after: και παρακαλούμε όσους τιμούν την μνήμη της όπως παραστούν. Ο σύζυγος: Νικόλαος Ορφανός. Τα παιδιά: Χαράλ. και Γεωργία Ορφανού, Γιώργος και Γεωργία Ορφανού, Γιώργος και Ιωάννα Ορφανού, Γιώργος και Άρης Γεωργιλάκη, Παρασκευή και Άρης Βαλτζάκης. Τα εγγόνια, οι λοιποί συγγενείς. xyxy=(664,1394,911,1499)
banner-text-left: Το Καστρινό xyxy=(487,89,728,140)
marriage-notice: Ο Χούρτης Παναγιώτης του Ιωάννου και της Μαρίας το γένος Καλοκαίρη που γεννήθηκε στην Αθήνα και κατοικεί στο Ηράκλειο και η Καραγιαννάκη Γεωργία του Αναστασίου και της Αντωνίας που γεννήθηκε και κατοικεί στο Ηράκλειο πρόκειται να παντρευτούν και ο γάμος θα γίνει στο Ηράκλειο. xyxy=(40,639,239,792)
cinema-info: Α' Προβολή xyxy=(110,1601,169,1614)
tv-program: 4.05 Ουρανιο τόξο xyxy=(465,379,563,393)
radio-program: 07.45 Δίκτυο xyxy=(465,840,533,853)
pharmacy-list xyxy=(252,300,452,377)
portrait-photo xyxy=(990,995,1136,1128)
cinema-film: ΕΠΑΓΓΕΛΜΑ ΓΥΝΑΙΚΑ (ΜΙΑ ΖΩΗ ΠΑΤΙΝΙ) xyxy=(56,1690,223,1718)
tv-program: 7.00 Αποστολή κι όρος αλήθεια xyxy=(465,438,630,451)
